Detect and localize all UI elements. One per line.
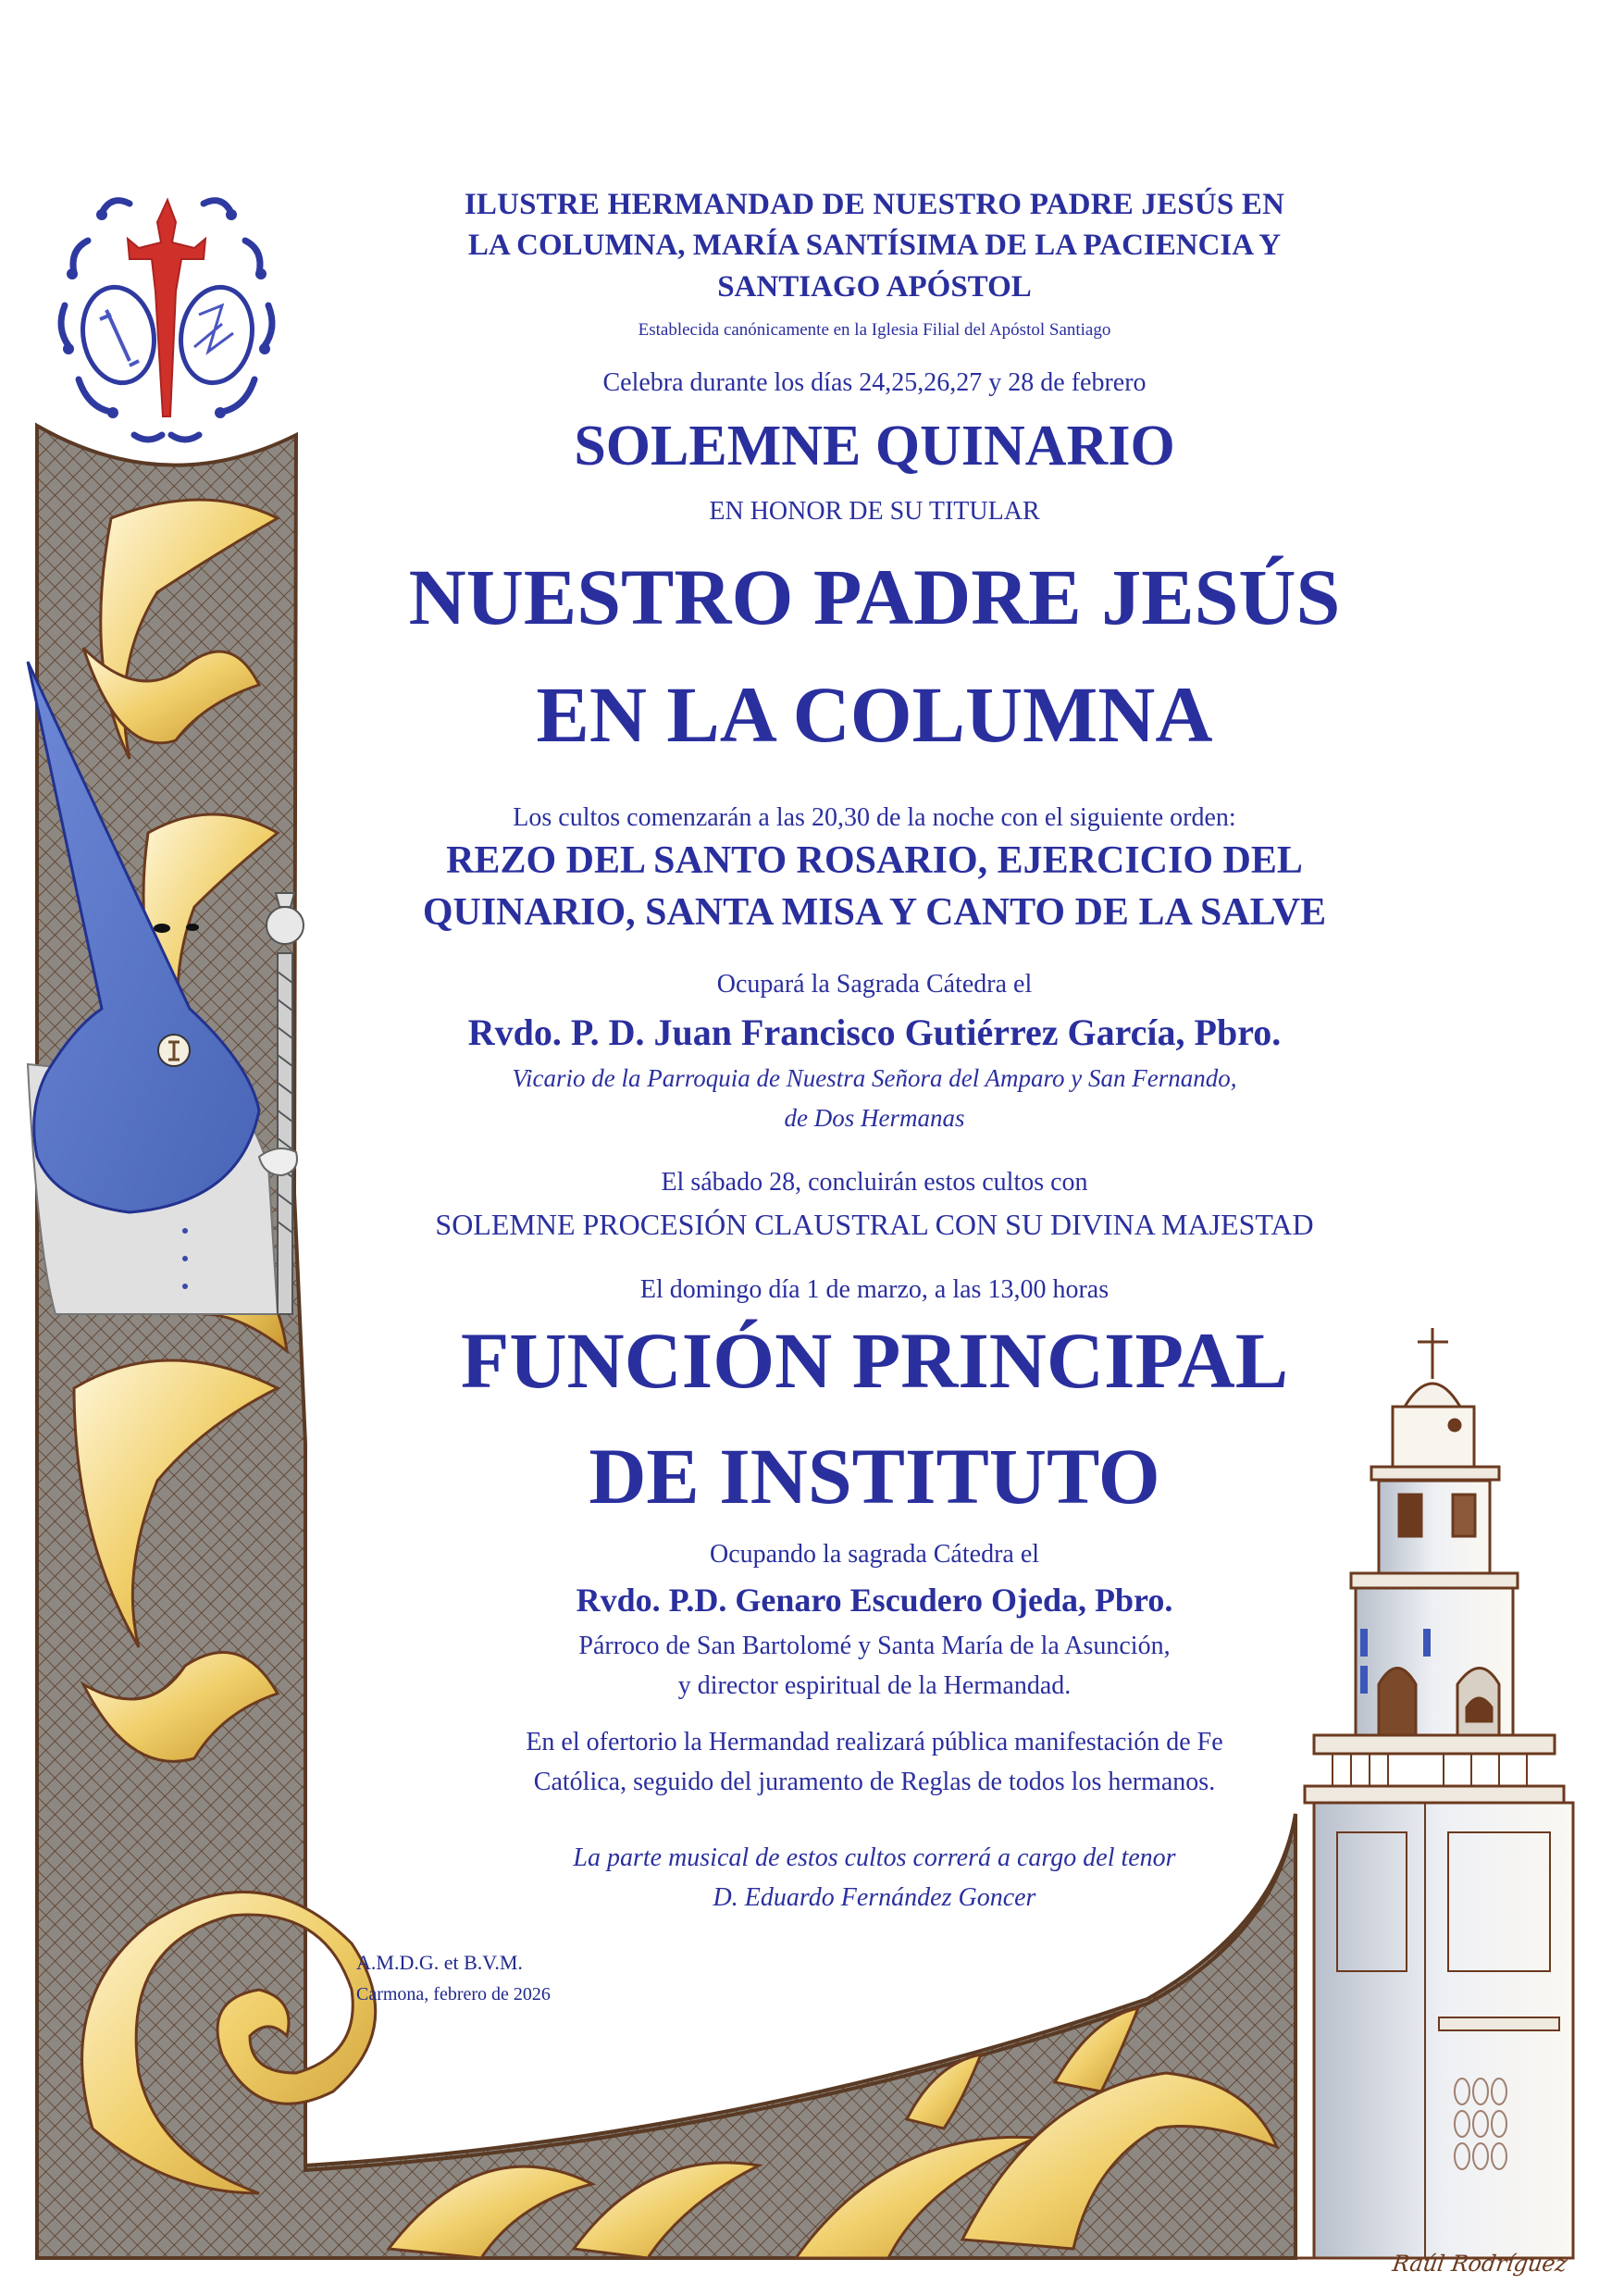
- artist-signature: Raúl Rodríguez: [1391, 2251, 1569, 2277]
- quinario-preacher-role-2: de Dos Hermanas: [784, 1104, 965, 1132]
- quinario-title: SOLEMNE QUINARIO: [574, 415, 1175, 478]
- quinario-preacher-role-1: Vicario de la Parroquia de Nuestra Señora del Amparo y San Fernando,: [512, 1064, 1237, 1092]
- quinario-dates: Celebra durante los días 24,25,26,27 y 28 de febrero: [602, 368, 1147, 397]
- honor-line: EN HONOR DE SU TITULAR: [709, 497, 1040, 526]
- funcion-preacher-name: Rvdo. P.D. Genaro Escudero Ojeda, Pbro.: [576, 1582, 1173, 1619]
- titular-line-1: NUESTRO PADRE JESÚS: [408, 552, 1341, 641]
- music-line-2: D. Eduardo Fernández Goncer: [713, 1883, 1036, 1912]
- footer-place-date: Carmona, febrero de 2026: [356, 1984, 551, 2004]
- music-line-1: La parte musical de estos cultos correrá a cargo del tenor: [573, 1843, 1176, 1872]
- funcion-preacher-role-1: Párroco de San Bartolomé y Santa María de la Asunción,: [578, 1632, 1171, 1660]
- closing-event: SOLEMNE PROCESIÓN CLAUSTRAL CON SU DIVINA MAJESTAD: [435, 1208, 1314, 1241]
- brotherhood-name-line-3: SANTIAGO APÓSTOL: [717, 270, 1032, 304]
- order-line-2: QUINARIO, SANTA MISA Y CANTO DE LA SALVE: [422, 891, 1327, 934]
- footer-motto: A.M.D.G. et B.V.M.: [356, 1951, 523, 1974]
- titular-line-2: EN LA COLUMNA: [536, 670, 1213, 759]
- order-line-1: REZO DEL SANTO ROSARIO, EJERCICIO DEL: [446, 839, 1303, 882]
- funcion-preacher-intro: Ocupando la sagrada Cátedra el: [709, 1540, 1040, 1569]
- quinario-preacher-name: Rvdo. P. D. Juan Francisco Gutiérrez García, Pbro.: [467, 1011, 1282, 1053]
- brotherhood-name-line-1: ILUSTRE HERMANDAD DE NUESTRO PADRE JESÚS EN: [464, 188, 1285, 221]
- closing-intro: El sábado 28, concluirán estos cultos con: [661, 1168, 1088, 1197]
- funcion-title-line-1: FUNCIÓN PRINCIPAL: [460, 1316, 1289, 1405]
- funcion-title-line-2: DE INSTITUTO: [589, 1432, 1160, 1520]
- preacher-intro: Ocupará la Sagrada Cátedra el: [716, 970, 1033, 999]
- brotherhood-name-line-2: LA COLUMNA, MARÍA SANTÍSIMA DE LA PACIENCIA Y: [467, 229, 1282, 262]
- funcion-date: El domingo día 1 de marzo, a las 13,00 horas: [639, 1275, 1110, 1304]
- established-note: Establecida canónicamente en la Iglesia Filial del Apóstol Santiago: [638, 320, 1111, 340]
- schedule-intro: Los cultos comenzarán a las 20,30 de la noche con el siguiente orden:: [513, 803, 1236, 832]
- brotherhood-crest-icon: [54, 185, 279, 453]
- offertory-line-2: Católica, seguido del juramento de Reglas de todos los hermanos.: [533, 1768, 1216, 1796]
- funcion-preacher-role-2: y director espiritual de la Hermandad.: [677, 1671, 1072, 1700]
- offertory-line-1: En el ofertorio la Hermandad realizará pública manifestación de Fe: [526, 1728, 1223, 1756]
